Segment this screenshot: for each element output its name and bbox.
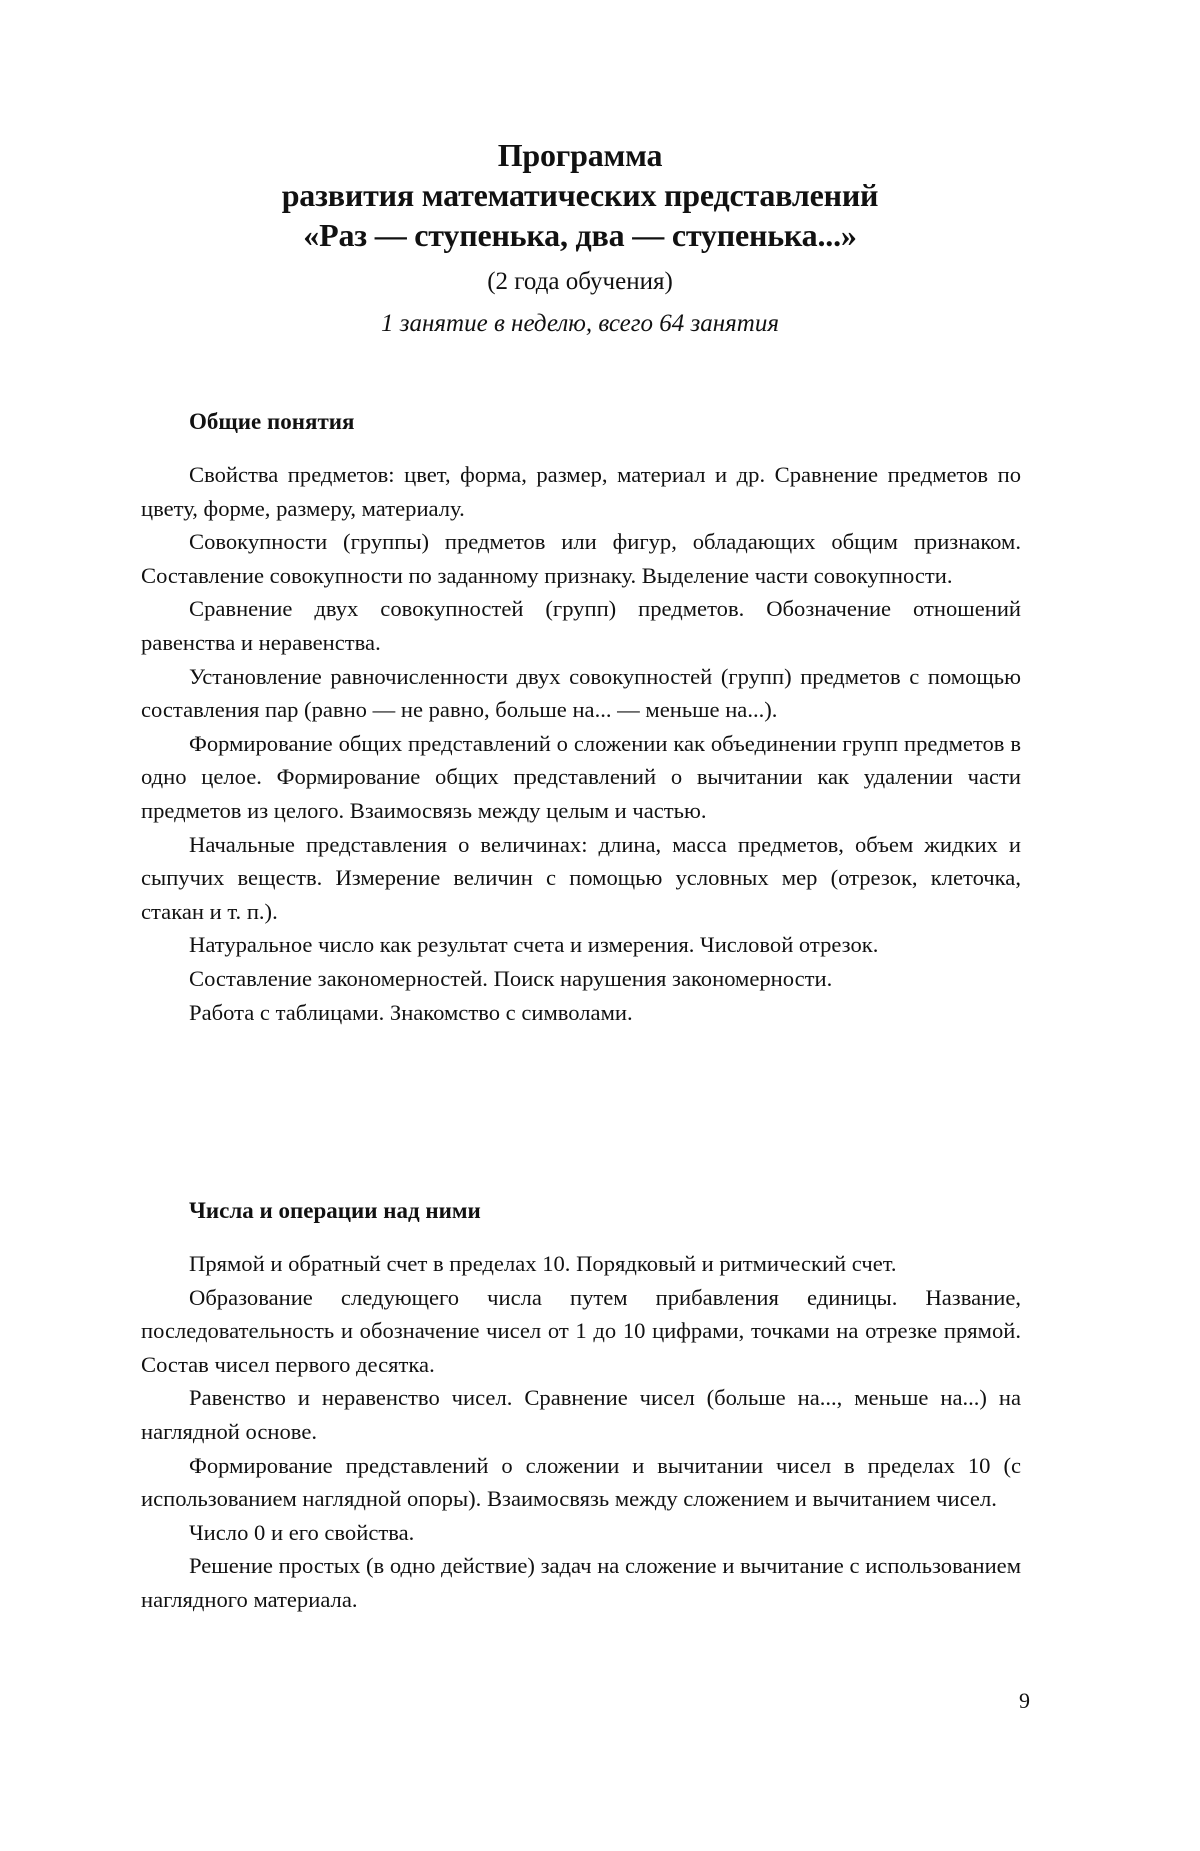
paragraph: Формирование общих представлений о сложении как объединении групп предметов в одно целое. Формирование общих представлений о вычитании как удалении части предметов из целого. Взаимосвязь между целым и частью.: [141, 730, 1021, 823]
paragraph: Установление равночисленности двух совокупностей (групп) предметов с помощью составления пар (равно — не равно, больше на... — меньше на...).: [141, 663, 1021, 723]
title-block: [0, 135, 1160, 341]
lesson-schedule: 1 занятие в неделю, всего 64 занятия: [381, 310, 779, 337]
paragraph: Число 0 и его свойства.: [189, 1519, 415, 1545]
paragraph: Натуральное число как результат счета и измерения. Числовой отрезок.: [189, 932, 879, 958]
title-line-2: развития математических представлений: [281, 177, 879, 213]
paragraph: Формирование представлений о сложении и вычитании чисел в пределах 10 (с использованием наглядной опоры). Взаимосвязь между сложением и вычитанием чисел.: [141, 1452, 1021, 1512]
title-line-3: «Раз — ступенька, два — ступенька...»: [303, 217, 857, 253]
paragraph: Работа с таблицами. Знакомство с символами.: [189, 999, 633, 1025]
section-general-concepts: [141, 408, 1021, 1029]
title-line-1: Программа: [497, 137, 663, 173]
paragraph: Равенство и неравенство чисел. Сравнение чисел (больше на..., меньше на...) на наглядной основе.: [141, 1385, 1021, 1444]
section-heading: Общие понятия: [189, 409, 355, 434]
paragraph: Совокупности (группы) предметов или фигур, обладающих общим признаком. Составление совокупности по заданному признаку. Выделение части совокупности.: [141, 529, 1021, 588]
paragraph: Свойства предметов: цвет, форма, размер, материал и др. Сравнение предметов по цвету, форме, размеру, материалу.: [141, 462, 1021, 521]
paragraph: Прямой и обратный счет в пределах 10. Порядковый и ритмический счет.: [189, 1251, 897, 1276]
study-duration: (2 года обучения): [487, 268, 673, 295]
paragraph: Сравнение двух совокупностей (групп) предметов. Обозначение отношений равенства и неравенства.: [141, 596, 1021, 655]
paragraph: Образование следующего числа путем прибавления единицы. Название, последовательность и обозначение чисел от 1 до 10 цифрами, точками на отрезке прямой. Состав чисел первого десятка.: [141, 1284, 1021, 1377]
paragraph: Составление закономерностей. Поиск нарушения закономерности.: [189, 965, 833, 991]
paragraph: Начальные представления о величинах: длина, масса предметов, объем жидких и сыпучих веществ. Измерение величин с помощью условных мер (отрезок, клеточка, стакан и т. п.).: [141, 831, 1021, 924]
page-number: 9: [1019, 1688, 1030, 1713]
section-numbers-operations: [141, 1197, 1021, 1617]
section-heading: Числа и операции над ними: [189, 1198, 481, 1223]
paragraph: Решение простых (в одно действие) задач на сложение и вычитание с использованием наглядного материала.: [141, 1553, 1021, 1612]
